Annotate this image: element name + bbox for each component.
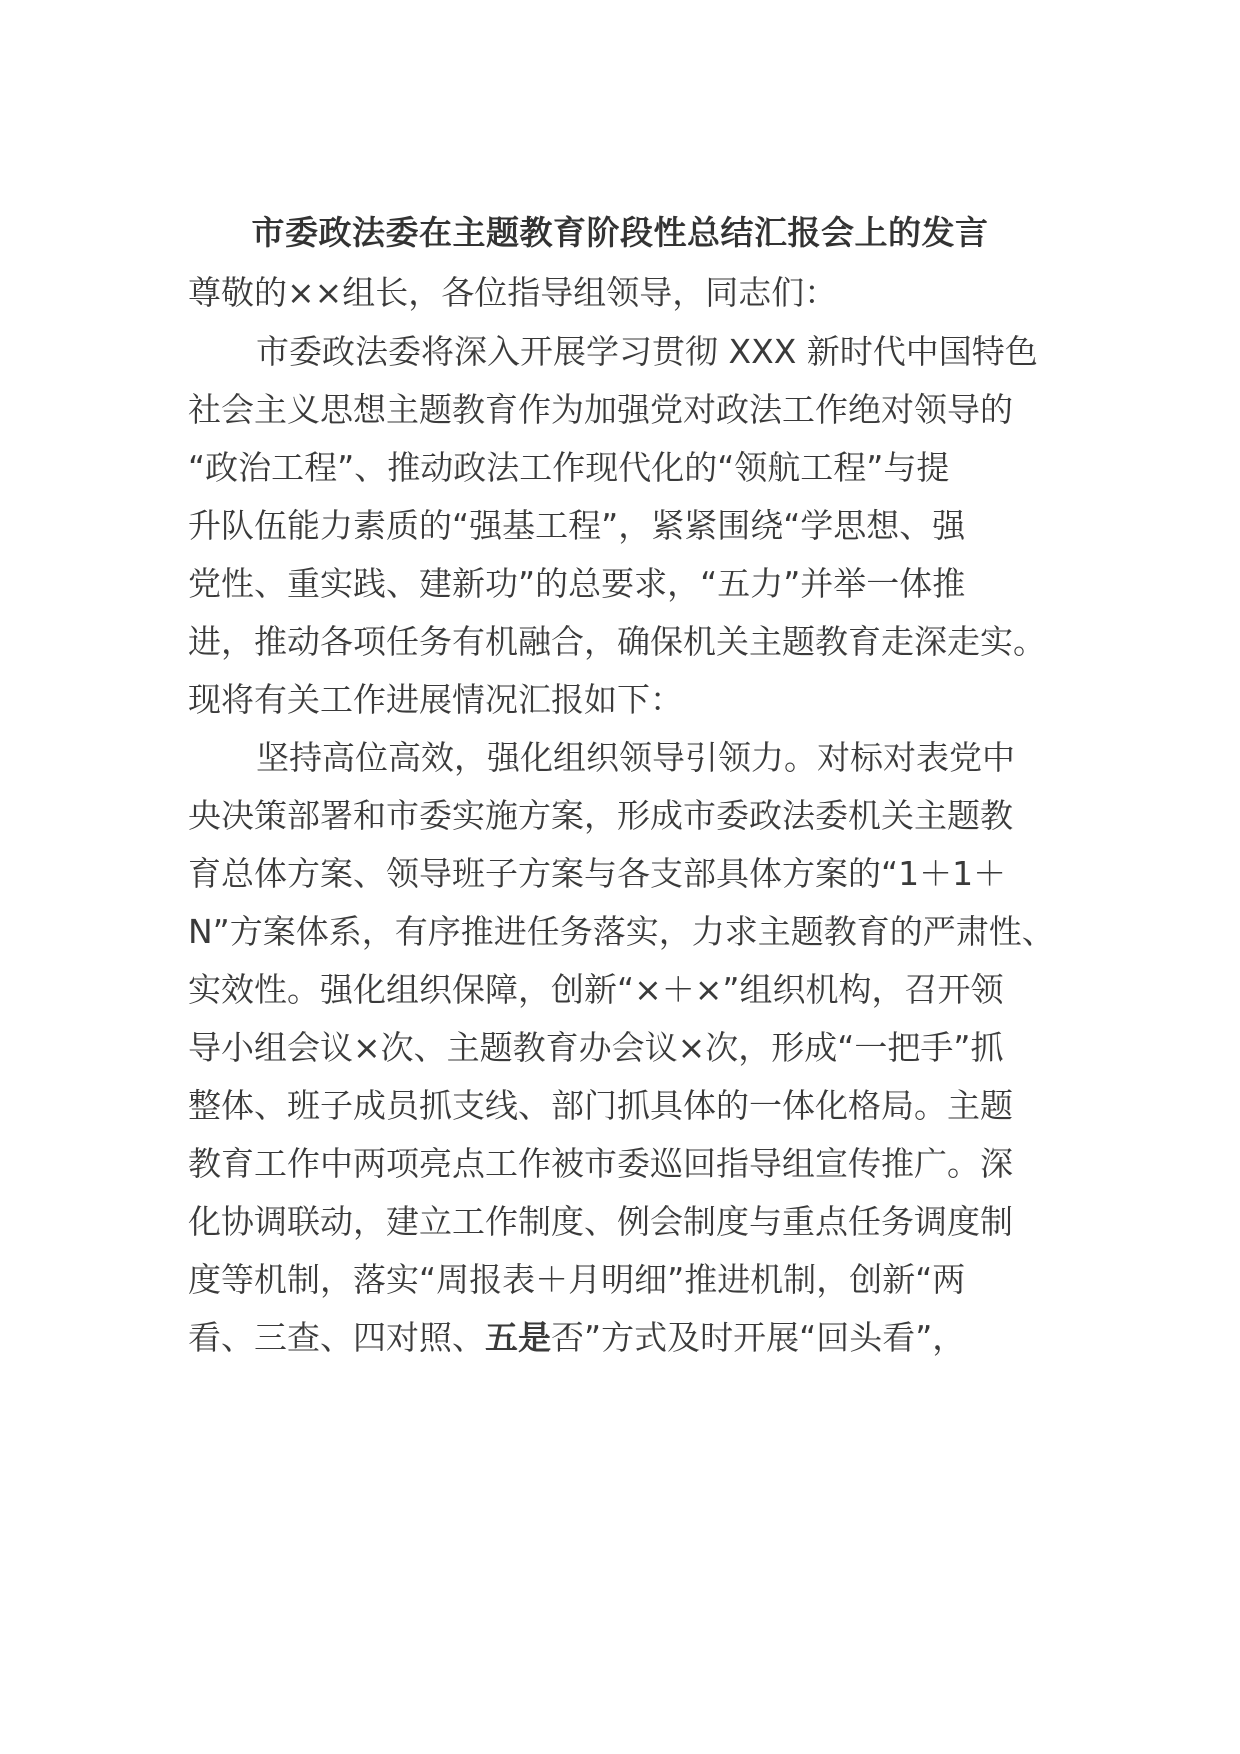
bold-text-segment: 五是 [485,1318,551,1357]
paragraph-line: 化协调联动，建立工作制度、例会制度与重点任务调度制 [188,1202,1013,1241]
paragraph-line: 实效性。强化组织保障，创新“×＋×”组织机构，召开领 [188,970,1004,1009]
salutation: 尊敬的××组长，各位指导组领导，同志们： [188,273,838,312]
paragraph-line: 党性、重实践、建新功”的总要求，“五力”并举一体推 [188,564,966,603]
paragraph-line: 教育工作中两项亮点工作被市委巡回指导组宣传推广。深 [188,1144,1013,1183]
text-segment: 否”方式及时开展“回头看”， [551,1318,966,1357]
paragraph-line: 坚持高位高效，强化组织领导引领力。对标对表党中 [256,738,1015,777]
paragraph-last-line [188,1313,965,1363]
paragraph-line: 升队伍能力素质的“强基工程”，紧紧围绕“学思想、强 [188,506,966,545]
paragraph-line: 市委政法委将深入开展学习贯彻 XXX 新时代中国特色 [256,332,1038,371]
paragraph-line: 进，推动各项任务有机融合，确保机关主题教育走深走实。 [188,622,1046,661]
paragraph-line: 现将有关工作进展情况汇报如下： [188,680,683,719]
paragraph-line: N”方案体系，有序推进任务落实，力求主题教育的严肃性、 [188,912,1055,951]
paragraph-line: 整体、班子成员抓支线、部门抓具体的一体化格局。主题 [188,1086,1013,1125]
paragraph-line: 社会主义思想主题教育作为加强党对政法工作绝对领导的 [188,390,1013,429]
paragraph-line: 导小组会议×次、主题教育办会议×次，形成“一把手”抓 [188,1028,1004,1067]
paragraph-line: “政治工程”、推动政法工作现代化的“领航工程”与提 [188,448,950,487]
paragraph-line: 度等机制，落实“周报表＋月明细”推进机制，创新“两 [188,1260,966,1299]
paragraph-line: 育总体方案、领导班子方案与各支部具体方案的“1＋1＋ [188,854,1007,893]
paragraph-line: 央决策部署和市委实施方案，形成市委政法委机关主题教 [188,796,1013,835]
text-segment: 看、三查、四对照、 [188,1318,485,1357]
document-title: 市委政法委在主题教育阶段性总结汇报会上的发言 [251,213,989,252]
